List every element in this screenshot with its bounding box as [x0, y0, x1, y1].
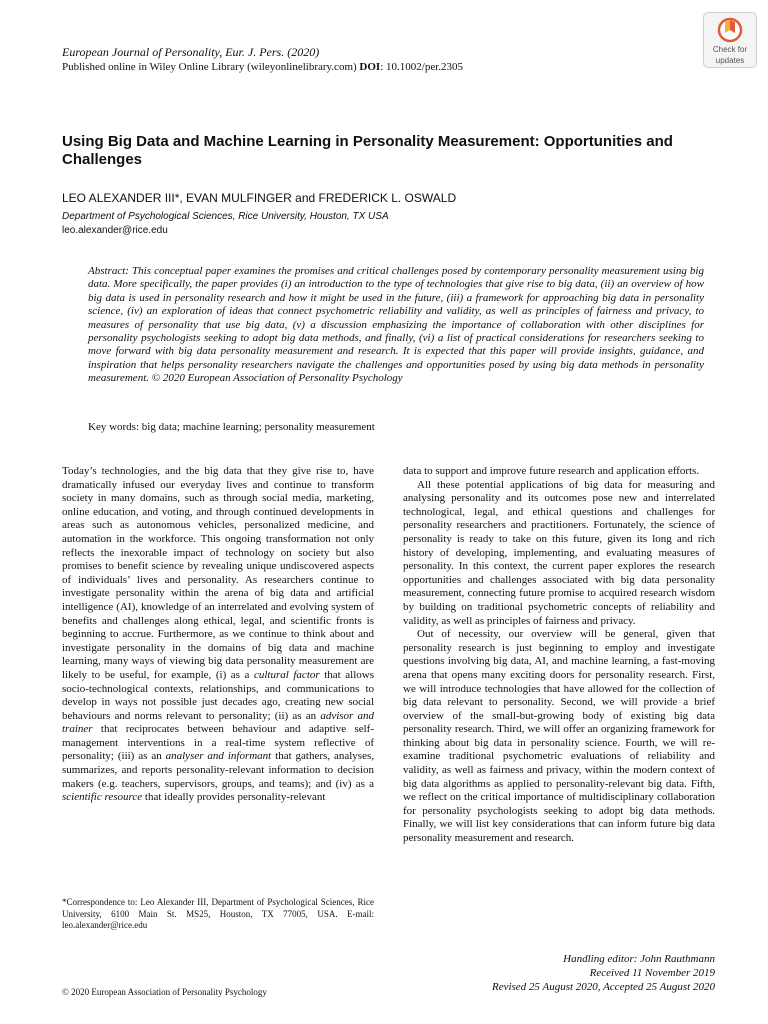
doi-label: DOI	[359, 61, 381, 73]
body-column-right	[403, 465, 715, 846]
text-run: that gathers, analyses, summarizes, and reports personality-relevant information to decision makers (e.g. teachers, supervisors, groups, and teams); and (iv) as a	[62, 750, 374, 790]
emphasis-text: advisor and trainer	[62, 709, 375, 736]
author-affiliation: Department of Psychological Sciences, Rice University, Houston, TX USA	[62, 211, 389, 222]
published-text: Published online in Wiley Online Library (wileyonlinelibrary.com)	[62, 61, 360, 73]
correspondence-footnote: *Correspondence to: Leo Alexander III, Department of Psychological Sciences, Rice University, 6100 Main St. MS25, Houston, TX 77005, USA. E-mail: leo.alexander@rice.edu	[62, 897, 374, 930]
emphasis-text: scientific resource	[62, 791, 143, 804]
badge-line-1: Check for	[712, 45, 748, 54]
keywords: Key words: big data; machine learning; personality measurement	[88, 421, 375, 433]
editorial-info	[492, 952, 715, 994]
article-title: Using Big Data and Machine Learning in Personality Measurement: Opportunities and Challenges	[62, 133, 673, 168]
copyright-notice: © 2020 European Association of Personality Psychology	[62, 987, 267, 997]
badge-line-2: updates	[715, 56, 745, 65]
author-email[interactable]: leo.alexander@rice.edu	[62, 225, 168, 236]
revised-accepted-date: Revised 25 August 2020, Accepted 25 August 2020	[491, 981, 715, 993]
text-run: that ideally provides personality-relevant	[142, 791, 326, 804]
handling-editor: Handling editor: John Rauthmann	[563, 953, 715, 965]
body-paragraph	[62, 465, 374, 805]
received-date: Received 11 November 2019	[589, 967, 715, 979]
doi-link[interactable]: : 10.1002/per.2305	[380, 61, 464, 73]
check-for-updates-icon	[717, 17, 743, 43]
text-run: that allows socio-technological contexts, relationships, and communications to develop in ways not possible just decades ago, creating new social behaviours and norms relevant to personality; (ii) as an	[62, 668, 375, 722]
publication-line	[62, 61, 463, 73]
emphasis-text: cultural factor	[253, 668, 320, 681]
text-run: that reciprocates between behaviour and adaptive self-management interventions in a real-time system reflective of personality; (iii) as an	[62, 723, 374, 763]
body-paragraph: All these potential applications of big data for measuring and analysing personality and its outcomes pose new and interrelated technological, legal, and ethical questions and challenges for personality researchers and practitioners. Fortunately, the science of personality is ready to take on this future, given its long and rich history of developing, implementing, and evaluating measures of personality. In this context, the current paper explores the research opportunities and challenges associated with big data personality measurement, connecting future promise to acquired research wisdom by building on traditional psychometric concepts of reliability and validity, as well as principles of fairness and privacy.	[403, 478, 715, 627]
body-paragraph: data to support and improve future research and application efforts.	[403, 465, 700, 477]
emphasis-text: analyser and informant	[165, 750, 272, 763]
body-paragraph: Out of necessity, our overview will be general, given that personality research is just beginning to employ and investigate questions involving big data, AI, and machine learning, a fast-moving arena that opens many exciting doors for personality research. First, we will introduce technologies that have allowed for the collection of big data relevant to personality. Second, we will provide a brief overview of the small-but-growing body of existing big data personality research. Third, we will offer an organizing framework for thinking about big data in personality science. Fourth, we will re-examine traditional psychometric evaluations of reliability and validity, as well as fairness and privacy, within the modern context of big data algorithms as applied to personality-relevant big data. Fifth, we reflect on the critical importance of multidisciplinary collaboration for personality psychologists seeking to adopt big data methods. Finally, we will list key considerations that can inform future big data personality measurement and research.	[403, 628, 715, 845]
journal-citation: European Journal of Personality, Eur. J. Pers. (2020)	[62, 45, 320, 59]
check-for-updates-badge[interactable]	[703, 12, 757, 68]
author-list: LEO ALEXANDER III*, EVAN MULFINGER and FREDERICK L. OSWALD	[62, 191, 457, 205]
abstract: Abstract: This conceptual paper examines the promises and critical challenges posed by contemporary personality measurement using big data. More specifically, the paper provides (i) an introduction to the type of technologies that give rise to big data, (ii) an overview of how big data is used in personality research and how it might be used in the future, (iii) a framework for approaching big data in personality science, (iv) an exploration of ideas that connect psychometric reliability and validity, as well as principles of fairness and privacy, to measures of personality that use big data, (v) a discussion emphasizing the importance of collaboration with other disciplines for personality psychologists seeking to adopt big data methods, and finally, (vi) a list of practical considerations for researchers seeking to move forward with big data personality measurement and research. It is expected that this paper will provide insights, guidance, and inspiration that helps personality researchers navigate the challenges and opportunities posed by using big data methods in personality measurement. © 2020 European Association of Personality Psychology	[88, 265, 704, 385]
body-column-left	[62, 465, 374, 805]
text-run: Today’s technologies, and the big data that they give rise to, have dramatically infused our everyday lives and continue to transform society in many domains, such as through social media, marketing, online education, and voting, and through continued developments in areas such as autonomous vehicles, personalized medicine, and automation in the workforce. This ongoing transformation not only reflects the inexorable impact of technology on society but also promises to benefit science by revealing unique undiscovered aspects of individuals’ lives and personality. As researchers continue to investigate personality within the arena of big data and artificial intelligence (AI), knowledge of an interrelated and evolving system of benefits and challenges along ethical, legal, and scientific fronts is beginning to accrue. Furthermore, as we continue to think about and investigate personality in the domains of big data and machine learning, many ways of viewing big data personality measurement are likely to be useful, for example, (i) as a	[62, 465, 374, 681]
